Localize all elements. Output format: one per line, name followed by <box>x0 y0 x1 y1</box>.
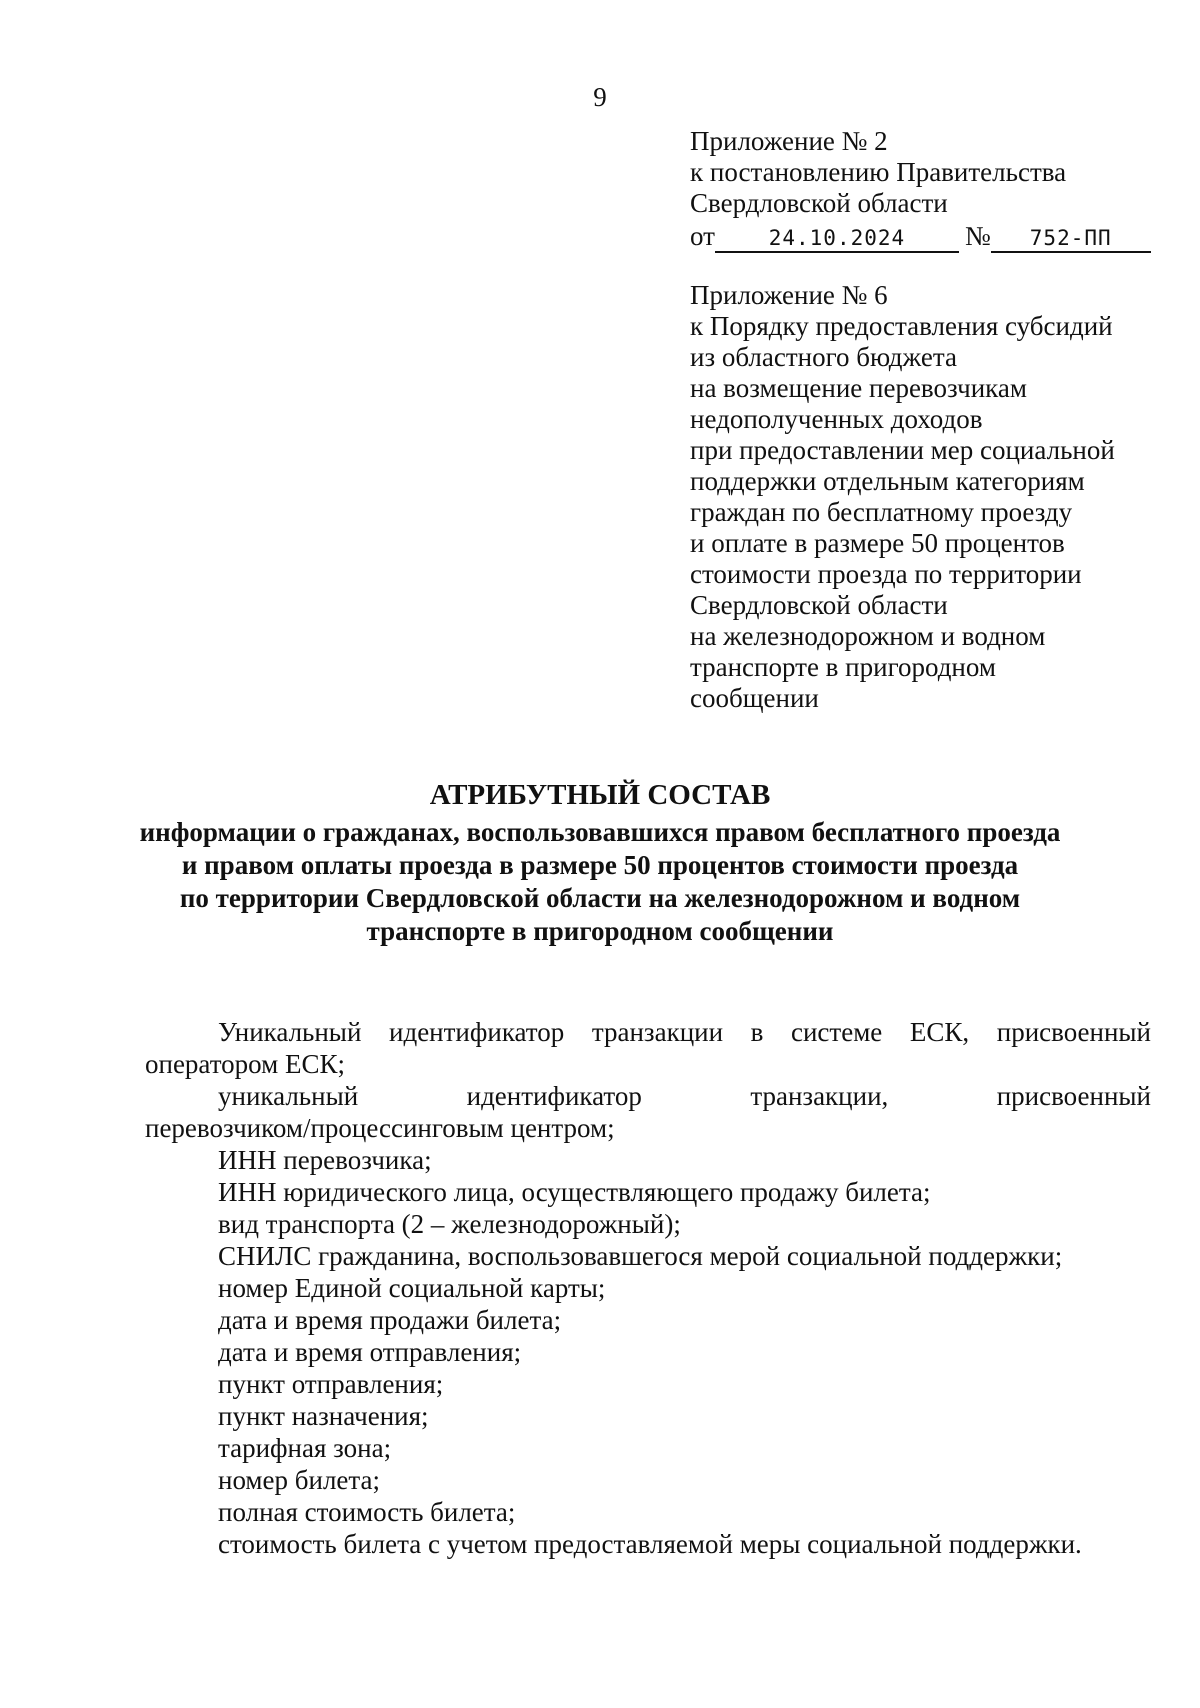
appendix-line: сообщении <box>690 683 819 713</box>
attribute-item: вид транспорта (2 – железнодорожный); <box>218 1209 681 1239</box>
document-heading <box>0 778 1200 948</box>
appendix-line: на возмещение перевозчикам <box>690 373 1027 403</box>
appendix-line: Приложение № 6 <box>690 280 888 310</box>
appendix-line: транспорте в пригородном <box>690 652 996 682</box>
appendix-line: граждан по бесплатному проезду <box>690 497 1073 527</box>
appendix-line: Приложение № 2 <box>690 126 888 156</box>
attribute-item: дата и время продажи билета; <box>218 1305 562 1335</box>
attribute-item: пункт отправления; <box>218 1369 444 1399</box>
attribute-paragraph: уникальный идентификатор транзакции, присвоенный <box>218 1081 1151 1111</box>
subtitle-line: и правом оплаты проезда в размере 50 процентов стоимости проезда <box>181 850 1019 880</box>
appendix-line: Свердловской области <box>690 590 948 620</box>
attribute-item: ИНН перевозчика; <box>218 1145 432 1175</box>
appendix-6-header <box>690 280 1115 714</box>
appendix-line: стоимости проезда по территории <box>690 559 1082 589</box>
attribute-paragraph-continuation: оператором ЕСК; <box>145 1049 345 1079</box>
appendix-line: Свердловской области <box>690 188 948 218</box>
attribute-paragraph: Уникальный идентификатор транзакции в системе ЕСК, присвоенный <box>218 1017 1151 1047</box>
attribute-item: стоимость билета с учетом предоставляемой меры социальной поддержки. <box>218 1529 1082 1559</box>
attribute-item: полная стоимость билета; <box>218 1497 516 1527</box>
appendix-2-header <box>690 126 1151 251</box>
appendix-line: и оплате в размере 50 процентов <box>690 528 1065 558</box>
attribute-item: СНИЛС гражданина, воспользовавшегося мерой социальной поддержки; <box>218 1241 1063 1271</box>
attribute-item: пункт назначения; <box>218 1401 429 1431</box>
attribute-item: ИНН юридического лица, осуществляющего продажу билета; <box>218 1177 931 1207</box>
appendix-line: из областного бюджета <box>690 342 957 372</box>
appendix-line: поддержки отдельным категориям <box>690 466 1085 496</box>
number-sign: № <box>964 221 991 251</box>
resolution-number: 752-ПП <box>991 225 1151 253</box>
appendix-line: недополученных доходов <box>690 404 983 434</box>
attribute-list <box>145 1016 1151 1560</box>
resolution-reference <box>690 221 1151 253</box>
attribute-item: тарифная зона; <box>218 1433 392 1463</box>
subtitle-line: по территории Свердловской области на железнодорожном и водном <box>179 883 1021 913</box>
document-title: АТРИБУТНЫЙ СОСТАВ <box>429 779 771 811</box>
attribute-paragraph-continuation: перевозчиком/процессинговым центром; <box>145 1113 615 1143</box>
appendix-line: к Порядку предоставления субсидий <box>690 311 1113 341</box>
attribute-item: дата и время отправления; <box>218 1337 522 1367</box>
date-prefix: от <box>690 221 715 251</box>
resolution-date: 24.10.2024 <box>715 225 959 253</box>
subtitle-line: транспорте в пригородном сообщении <box>366 916 834 946</box>
appendix-line: к постановлению Правительства <box>690 157 1067 187</box>
subtitle-line: информации о гражданах, воспользовавшихся правом бесплатного проезда <box>139 817 1061 847</box>
page-number: 9 <box>593 82 607 112</box>
attribute-item: номер билета; <box>218 1465 381 1495</box>
document-subtitle <box>0 816 1200 948</box>
appendix-line: при предоставлении мер социальной <box>690 435 1115 465</box>
attribute-item: номер Единой социальной карты; <box>218 1273 606 1303</box>
appendix-line: на железнодорожном и водном <box>690 621 1046 651</box>
